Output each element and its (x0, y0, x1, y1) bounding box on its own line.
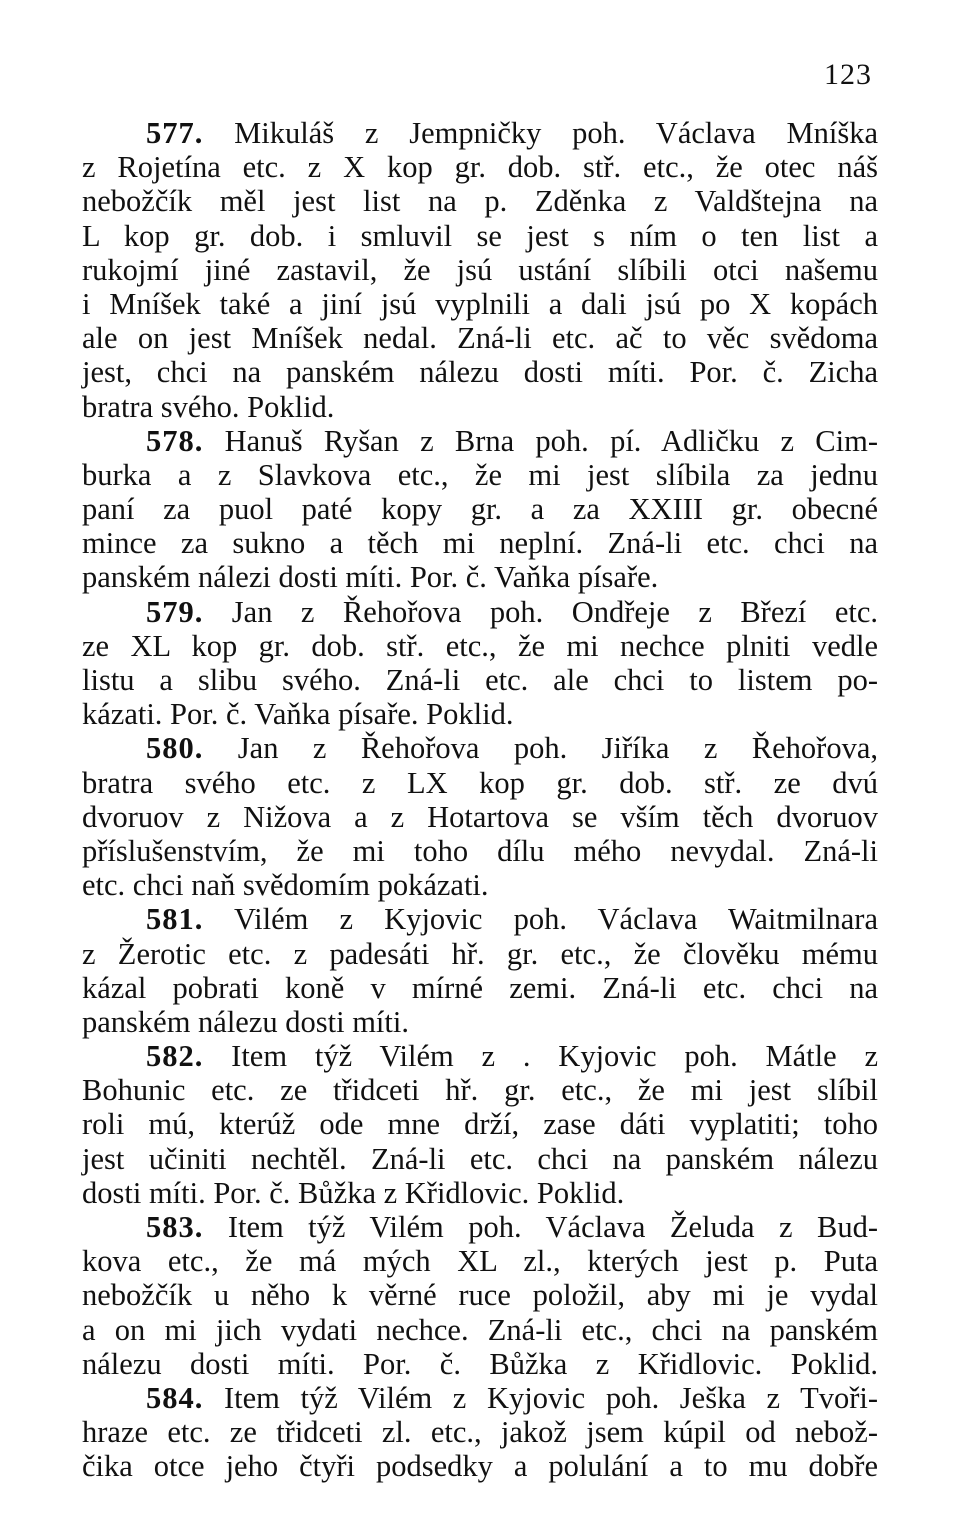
line-text: bratra svého. Poklid. (82, 389, 335, 424)
line-text: Jan z Řehořova poh. Jiříka z Řehořova, (203, 731, 878, 766)
text-line (82, 800, 878, 834)
line-text: ale on jest Mníšek nedal. Zná-li etc. ač to věc svědoma (82, 321, 878, 356)
entry-number: 583. (146, 1210, 204, 1244)
entry-first-line (82, 424, 878, 458)
line-text: nálezu dosti míti. Por. č. Bůžka z Křidlovic. Poklid. (82, 1346, 878, 1381)
text-line (82, 560, 878, 594)
text-line (82, 1415, 878, 1449)
line-text: panském nálezu dosti míti. (82, 1004, 409, 1039)
line-text: listu a slibu svého. Zná-li etc. ale chci to listem po- (82, 663, 878, 697)
text-line (82, 184, 878, 218)
line-text: Jan z Řehořova poh. Ondřeje z Březí etc. (203, 594, 878, 629)
entry-first-line (82, 731, 878, 765)
text-line (82, 697, 878, 731)
line-text: paní za puol paté kopy gr. a za XXIII gr. obecné (82, 492, 878, 527)
line-text: nebožčík měl jest list na p. Zděnka z Valdštejna na (82, 184, 878, 219)
entry-first-line (82, 116, 878, 150)
line-text: z Rojetína etc. z X kop gr. dob. stř. etc., že otec náš (82, 150, 878, 185)
text-line (82, 1313, 878, 1347)
document-body (82, 116, 878, 1484)
line-text: Vilém z Kyjovic poh. Václava Waitmilnara (203, 902, 878, 937)
text-line (82, 663, 878, 697)
text-line (82, 1176, 878, 1210)
text-line (82, 526, 878, 560)
line-text: dvoruov z Nižova a z Hotartova se vším těch dvoruov (82, 799, 878, 834)
text-line (82, 355, 878, 389)
line-text: příslušenstvím, že mi toho dílu mého nevydal. Zná-li (82, 833, 878, 868)
text-line (82, 492, 878, 526)
line-text: z Žerotic etc. z padesáti hř. gr. etc., že člověku mému (82, 936, 878, 971)
entry-number: 582. (146, 1039, 204, 1074)
text-line (82, 1073, 878, 1107)
line-text: bratra svého etc. z LX kop gr. dob. stř. ze dvú (82, 765, 878, 800)
entry-number: 577. (146, 116, 204, 150)
text-line (82, 766, 878, 800)
line-text: L kop gr. dob. i smluvil se jest s ním o ten list a (82, 218, 878, 253)
line-text: jest, chci na panském nálezu dosti míti. Por. č. Zicha (82, 355, 878, 390)
entry-number: 581. (146, 902, 204, 937)
text-line (82, 458, 878, 492)
line-text: Item týž Vilém z . Kyjovic poh. Mátle z (203, 1039, 878, 1074)
text-line (82, 1142, 878, 1176)
line-text: ze XL kop gr. dob. stř. etc., že mi nechce plniti vedle (82, 628, 878, 663)
line-text: Hanuš Ryšan z Brna poh. pí. Adličku z Cim- (203, 423, 878, 458)
line-text: Bohunic etc. ze třidceti hř. gr. etc., že mi jest slíbil (82, 1073, 878, 1108)
text-line (82, 629, 878, 663)
text-line (82, 834, 878, 868)
entry-first-line (82, 902, 878, 936)
line-text: jest učiniti nechtěl. Zná-li etc. chci na panském nálezu (82, 1141, 878, 1176)
entry-first-line (82, 1381, 878, 1415)
line-text: mince za sukno a těch mi neplní. Zná-li etc. chci na (82, 526, 878, 561)
line-text: kova etc., že má mých XL zl., kterých jest p. Puta (82, 1244, 878, 1279)
text-line (82, 1278, 878, 1312)
entry-first-line (82, 1039, 878, 1073)
text-line (82, 150, 878, 184)
line-text: burka a z Slavkova etc., že mi jest slíbila za jednu (82, 457, 878, 492)
line-text: Item týž Vilém z Kyjovic poh. Ješka z Tvoři- (203, 1380, 878, 1415)
entry-first-line (82, 1210, 878, 1244)
text-line (82, 321, 878, 355)
entry-number: 578. (146, 423, 204, 458)
text-line (82, 1107, 878, 1141)
text-line (82, 1347, 878, 1381)
line-text: rukojmí jiné zastavil, že jsú ustání slíbili otci našemu (82, 252, 878, 287)
line-text: a on mi jich vydati nechce. Zná-li etc., chci na panském (82, 1312, 878, 1347)
text-line (82, 1244, 878, 1278)
entry-number: 580. (146, 731, 204, 766)
text-line (82, 219, 878, 253)
line-text: i Mníšek také a jiní jsú vyplnili a dali jsú po X kopách (82, 286, 878, 321)
entry-number: 579. (146, 594, 204, 629)
page-number: 123 (824, 58, 872, 91)
text-line (82, 971, 878, 1005)
line-text: kázal pobrati koně v mírné zemi. Zná-li etc. chci na (82, 970, 878, 1005)
line-text: nebožčík u něho k věrné ruce položil, aby mi je vydal (82, 1278, 878, 1313)
line-text: etc. chci naň svědomím pokázati. (82, 868, 489, 903)
text-line (82, 1449, 878, 1483)
entry-first-line (82, 595, 878, 629)
line-text: čika otce jeho čtyři podsedky a polulání a to mu dobře (82, 1449, 878, 1484)
line-text: kázati. Por. č. Vaňka písaře. Poklid. (82, 697, 514, 732)
line-text: dosti míti. Por. č. Bůžka z Křidlovic. Poklid. (82, 1175, 625, 1210)
text-line (82, 1005, 878, 1039)
line-text: Mikuláš z Jempničky poh. Václava Mníška (203, 116, 878, 150)
text-line (82, 253, 878, 287)
line-text: roli mú, kterúž ode mne drží, zase dáti vyplatiti; toho (82, 1107, 878, 1142)
text-line (82, 868, 878, 902)
entry-number: 584. (146, 1380, 204, 1415)
line-text: Item týž Vilém poh. Václava Želuda z Bud- (203, 1210, 878, 1244)
text-line (82, 390, 878, 424)
line-text: panském nálezi dosti míti. Por. č. Vaňka písaře. (82, 560, 659, 595)
text-line (82, 287, 878, 321)
text-line (82, 937, 878, 971)
line-text: hraze etc. ze třidceti zl. etc., jakož jsem kúpil od nebož- (82, 1415, 878, 1450)
